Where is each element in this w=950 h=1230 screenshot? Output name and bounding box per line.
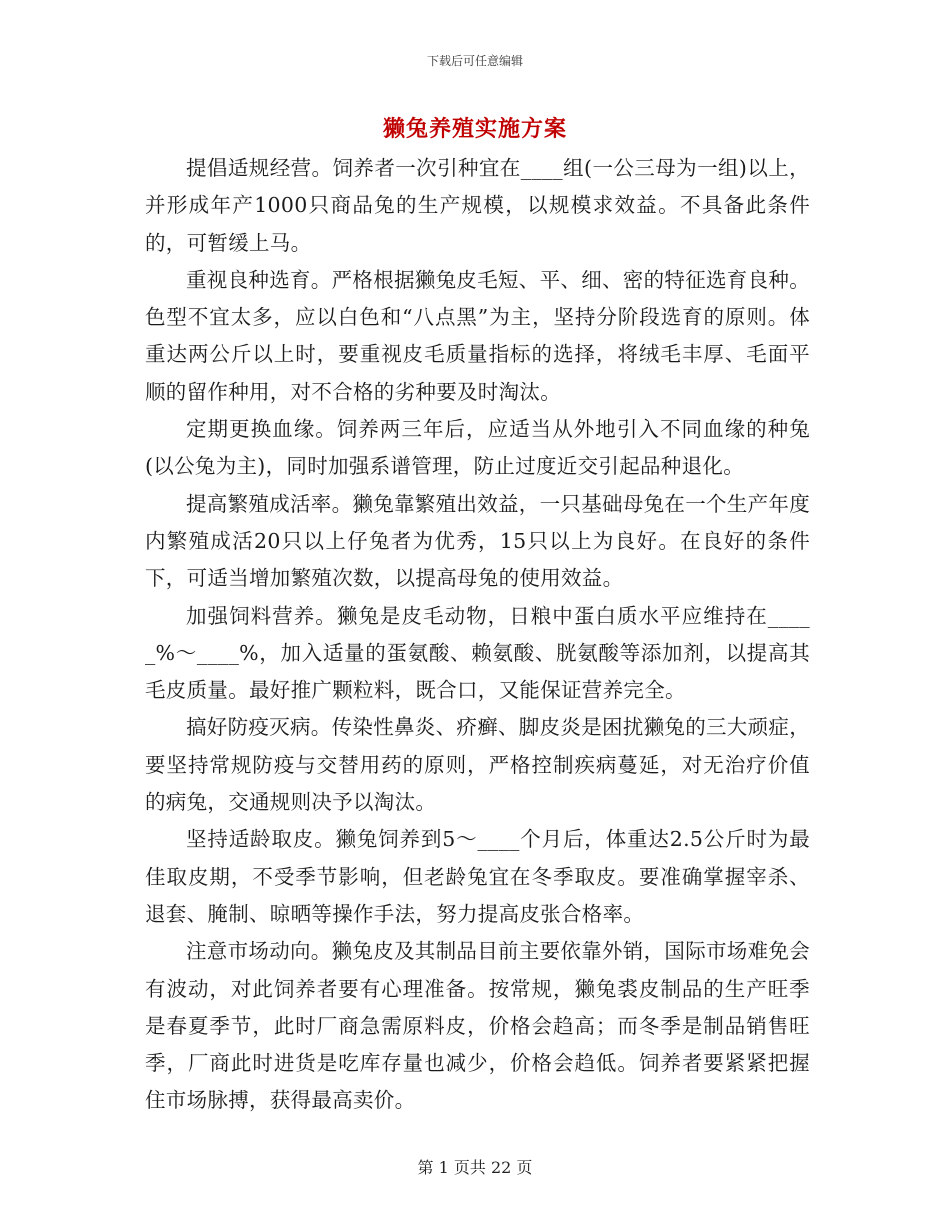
paragraph: 重视良种选育。严格根据獭兔皮毛短、平、细、密的特征选育良种。色型不宜太多，应以白色和“八点黑”为主，坚持分阶段选育的原则。体重达两公斤以上时，要重视皮毛质量指标的选择，将绒毛丰厚、毛面平顺的留作种用，对不合格的劣种要及时淘汰。 [145, 267, 810, 404]
document-body [145, 150, 810, 1120]
paragraph: 注意市场动向。獭兔皮及其制品目前主要依靠外销，国际市场难免会有波动，对此饲养者要有心理准备。按常规，獭兔裘皮制品的生产旺季是春夏季节，此时厂商急需原料皮，价格会趋高；而冬季是制品销售旺季，厂商此时进货是吃库存量也减少，价格会趋低。饲养者要紧紧把握住市场脉搏，获得最高卖价。 [145, 939, 810, 1113]
paragraph: 坚持适龄取皮。獭兔饲养到5～____个月后，体重达2.5公斤时为最佳取皮期，不受季节影响，但老龄兔宜在冬季取皮。要准确掌握宰杀、退套、腌制、晾晒等操作手法，努力提高皮张合格率。 [145, 827, 810, 926]
header-note: 下载后可任意编辑 [426, 54, 523, 68]
document-title: 獭兔养殖实施方案 [382, 116, 567, 142]
paragraph: 提倡适规经营。饲养者一次引种宜在____组(一公三母为一组)以上，并形成年产1000只商品兔的生产规模，以规模求效益。不具备此条件的，可暂缓上马。 [145, 156, 810, 255]
paragraph: 加强饲料营养。獭兔是皮毛动物，日粮中蛋白质水平应维持在_____%～____%，加入适量的蛋氨酸、赖氨酸、胱氨酸等添加剂，以提高其毛皮质量。最好推广颗粒料，既合口，又能保证营养完全。 [145, 603, 810, 703]
paragraph: 搞好防疫灭病。传染性鼻炎、疥癣、脚皮炎是困扰獭兔的三大顽症，要坚持常规防疫与交替用药的原则，严格控制疾病蔓延，对无治疗价值的病兔，交通规则决予以淘汰。 [145, 715, 810, 815]
paragraph: 定期更换血缘。饲养两三年后，应适当从外地引入不同血缘的种兔(以公兔为主)，同时加强系谱管理，防止过度近交引起品种退化。 [145, 417, 810, 479]
paragraph: 提高繁殖成活率。獭兔靠繁殖出效益，一只基础母兔在一个生产年度内繁殖成活20只以上仔兔者为优秀，15只以上为良好。在良好的条件下，可适当增加繁殖次数，以提高母兔的使用效益。 [145, 491, 810, 591]
page-number: 第 1 页共 22 页 [417, 1158, 533, 1177]
